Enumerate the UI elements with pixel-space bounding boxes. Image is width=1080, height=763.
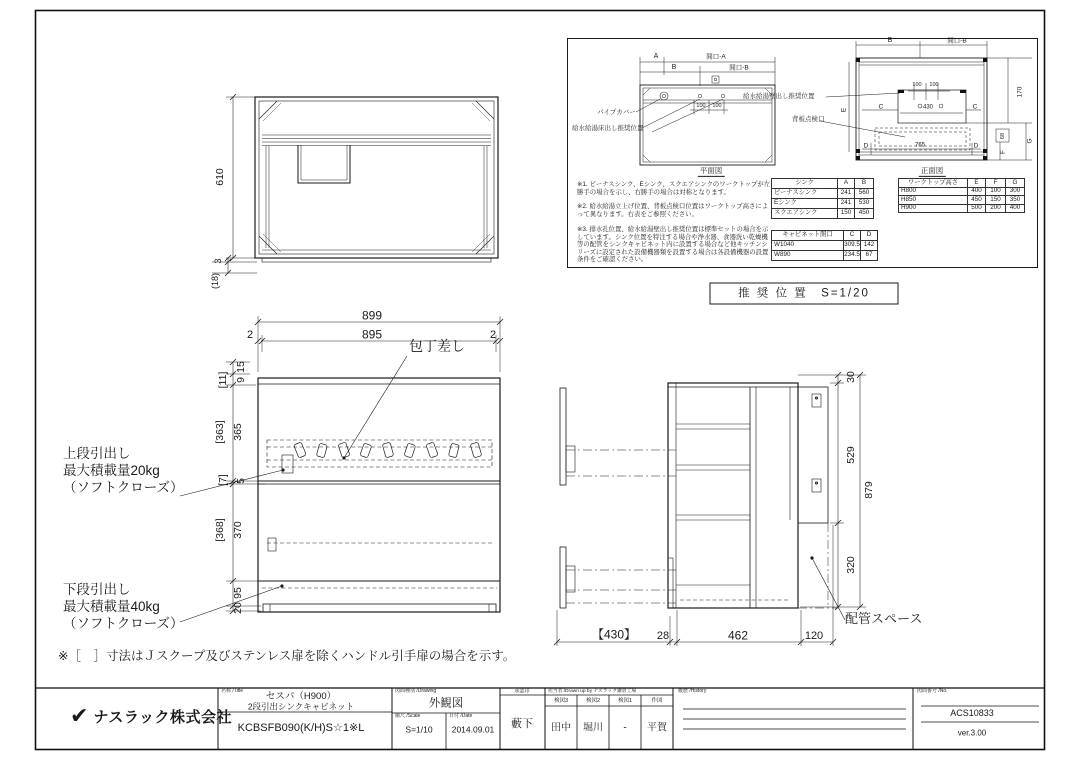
knife-rack-sketch [294,442,482,458]
worktop-table-header: ワークトップ高さ [899,179,968,188]
dim-mini-plan-open-b: 開口-B [729,64,749,72]
upper-drawer-load-label: 最大積載量20kg [63,463,160,478]
company-name: ナスラック株式会社 [93,708,233,726]
worktop-row-cell: 150 [986,196,1006,205]
dim-front-side-right: 2 [489,328,497,341]
worktop-row-cell: 400 [1006,204,1025,213]
upper-drawer-softclose-label: （ソフトクローズ） [63,480,184,495]
sink-row-cell: 150 [838,209,855,219]
scale-label: 縮尺 /Scale [395,713,421,719]
dim-mini-front-100a: 100 [912,81,922,88]
note-3: ※3. 排水孔位置、給水給湯壁出し推奨位置は標準セットの場合を示しています。シンク位置を特注する場合や浄水器、食器洗い乾燥機等の配管をシンクキャビネット内に設置する場合など他キッチンシリーズに設定された設備機器類を設置する場合は各設備機器の設置条件をご確認ください。 [577,226,769,264]
dim-front-h95: 95 [232,587,245,599]
worktop-row-cell: 200 [986,204,1006,213]
sink-row-cell: 450 [855,209,874,219]
cabinet-row-cell: 142 [861,241,878,251]
front-view-lines [180,316,503,622]
check3-label: 検図3 [553,697,569,704]
dim-front-width-inner: 895 [361,327,383,342]
cabinet-row-cell: 309.5 [844,241,861,251]
dim-front-h365: 365 [232,423,245,441]
dim-front-h15: 15 [235,361,248,373]
approval-name: 藪下 [511,717,533,730]
mini-plan-lines [636,57,775,165]
dim-mini-plan-100a: 100 [696,102,706,109]
back-inspection-label: 背板点検口 [792,116,825,123]
date-label: 日付 /Date [449,713,473,719]
model-number: KCBSFB090(K/H)S☆1※L [237,721,365,734]
panel-boxes [568,39,1038,305]
check1-name: - [623,722,627,734]
worktop-table-header: G [1006,179,1025,188]
sink-row-cell: 241 [838,199,855,209]
dim-side-h320: 320 [845,556,858,574]
plan-view-lines [212,94,498,276]
dim-front-h5: 5 [235,478,248,484]
sink-row-cell: スクエアシンク [772,209,838,219]
dim-mini-plan-100b: 100 [712,102,722,109]
sink-table-header: シンク [772,179,838,189]
drawing-no-label: 図面番号 /No. [917,688,948,694]
worktop-table-header: F [986,179,1006,188]
lower-drawer-softclose-label: （ソフトクローズ） [63,616,184,631]
dim-front-h9: 9 [235,377,248,383]
check1-label: 検図1 [617,697,633,704]
scale-value: S=1/10 [405,724,433,735]
company-logo [70,705,232,727]
upper-drawer-label: 上段引出し [63,446,131,461]
note-1: ※1. ビーナスシンク、Eシンク、スクエアシンクのワークトップが左勝手の場合を示し、右勝手の場合は対称となります。 [577,181,771,196]
cabinet-row-cell: 67 [861,251,878,261]
floor-outlet-label: 給水給湯床出し推奨位置 [572,125,644,132]
worktop-table-header: E [968,179,986,188]
cabinet-row-cell: 234.5 [844,251,861,261]
sink-table-header: B [855,179,874,189]
worktop-row-cell: 300 [1006,187,1025,196]
side-view-lines [554,372,866,646]
name-label: 名称 /Title [221,688,244,694]
dim-mini-plan-open-a: 開口-A [706,53,726,61]
sink-row-cell: 241 [838,189,855,199]
dim-plan-gap18: (18) [210,272,221,290]
worktop-row-cell: H850 [899,196,968,205]
dim-front-side-left: 2 [246,328,254,341]
recommended-position-title: 推 奨 位 置 S=1/20 [738,287,870,300]
worktop-row-cell: 450 [968,196,986,205]
dim-mini-front-d-left: D [863,142,869,150]
dim-front-b363: [363] [214,420,227,444]
nasluck-logo-mark: ✔ [70,703,89,728]
drawing-type-label: 図面種別 /Drawing [395,688,437,694]
worktop-row-cell: 350 [1006,196,1025,205]
dim-front-width-overall: 899 [361,308,383,323]
dim-mini-front-g: G [1026,138,1034,144]
dim-mini-front-68: 68 [999,132,1006,139]
sink-table [771,178,874,219]
history-label: 履歴 /History [678,688,707,694]
pipe-cover-label: パイプカバー [597,109,636,116]
lower-drawer-load-label: 最大積載量40kg [63,599,160,614]
dim-mini-front-170: 170 [1016,86,1024,98]
drawing-number: ACS10833 [950,708,994,719]
product-name-line2: 2段引出シンクキャビネット [247,701,355,712]
sheet-frame-lines [35,11,1045,751]
dim-mini-front-765: 765 [914,142,926,149]
wall-outlet-label: 給水給湯壁出し推奨位置 [743,93,815,100]
cabinet-row-cell: W890 [772,251,844,261]
dim-plan-depth: 610 [214,168,227,186]
dim-mini-front-open-b: 開口-B [947,37,967,45]
mini-plan-title: 平面図 [699,165,723,175]
dim-mini-front-430: 430 [922,104,934,111]
worktop-row-cell: 100 [986,187,1006,196]
dim-front-b7: [7] [217,474,230,486]
mini-front-title: 正面図 [920,165,944,175]
check2-label: 検図2 [585,697,601,704]
product-name-line1: セスパ（H900） [265,690,337,702]
date-value: 2014.09.01 [451,724,495,735]
cabinet-table-header: D [861,231,878,241]
bracket-dimension-note: ※［ ］寸法はＪスクープ及びステンレス扉を除くハンドル引手扉の場合を示す。 [58,649,516,663]
dim-side-d28: 28 [656,629,670,642]
lower-drawer-label: 下段引出し [63,582,131,597]
dim-side-h529: 529 [845,446,858,464]
worktop-height-table [898,178,1025,213]
note-2: ※2. 給水給湯立上げ位置、背板点検口位置はワークトップ高さによって異なります。右表をご参照ください。 [577,203,769,218]
cabinet-opening-table [771,230,878,261]
sink-row-cell: Eシンク [772,199,838,209]
approval-label: 承認印 [514,688,530,695]
cabinet-table-header: キャビネット開口 [772,231,844,241]
worktop-row-cell: 400 [968,187,986,196]
dim-mini-front-c-left: C [878,103,884,111]
pipe-space-label: 配管スペース [845,611,923,626]
dim-mini-front-c-right: C [972,103,978,111]
sink-table-header: A [838,179,855,189]
dim-side-d462: 462 [727,628,749,643]
dim-mini-front-d-right: D [973,142,979,150]
drawing-type: 外観図 [428,697,464,710]
sink-row-cell: 560 [855,189,874,199]
check3-name: 田中 [551,722,571,734]
staff-section-label: 担当者 /Drawn up by ナスラック鎌倉工場 [548,689,637,694]
dim-front-b368: [368] [214,518,227,542]
worktop-row-cell: 500 [968,204,986,213]
dim-side-d120: 120 [804,629,824,642]
drawing-version: ver.3.00 [957,728,987,738]
draw-name: 平賀 [647,722,667,734]
cabinet-table-header: C [844,231,861,241]
draw-label: 作図 [651,697,663,704]
worktop-row-cell: H800 [899,187,968,196]
knife-rack-label: 包丁差し [409,338,465,354]
dim-side-t30: 30 [845,371,858,383]
dim-mini-front-b: B [887,37,893,45]
dim-front-h370: 370 [232,521,245,539]
check2-name: 堀川 [583,722,603,734]
dim-front-h20: 20 [232,602,245,614]
dim-plan-gap3: 3 [213,258,224,264]
dim-side-h879: 879 [863,481,876,499]
dim-mini-front-e: E [840,107,848,113]
sink-row-cell: 530 [855,199,874,209]
dim-mini-plan-a: A [653,53,659,61]
dim-mini-plan-b: B [671,64,677,72]
mini-front-lines [820,41,1032,160]
worktop-row-cell: H900 [899,204,968,213]
cabinet-row-cell: W1040 [772,241,844,251]
dim-front-b11: [11] [217,371,230,389]
dim-mini-front-100b: 100 [929,81,939,88]
sink-row-cell: ビーナスシンク [772,189,838,199]
dim-mini-front-f: F [999,150,1007,154]
dim-side-ext430: 【430】 [591,627,637,642]
